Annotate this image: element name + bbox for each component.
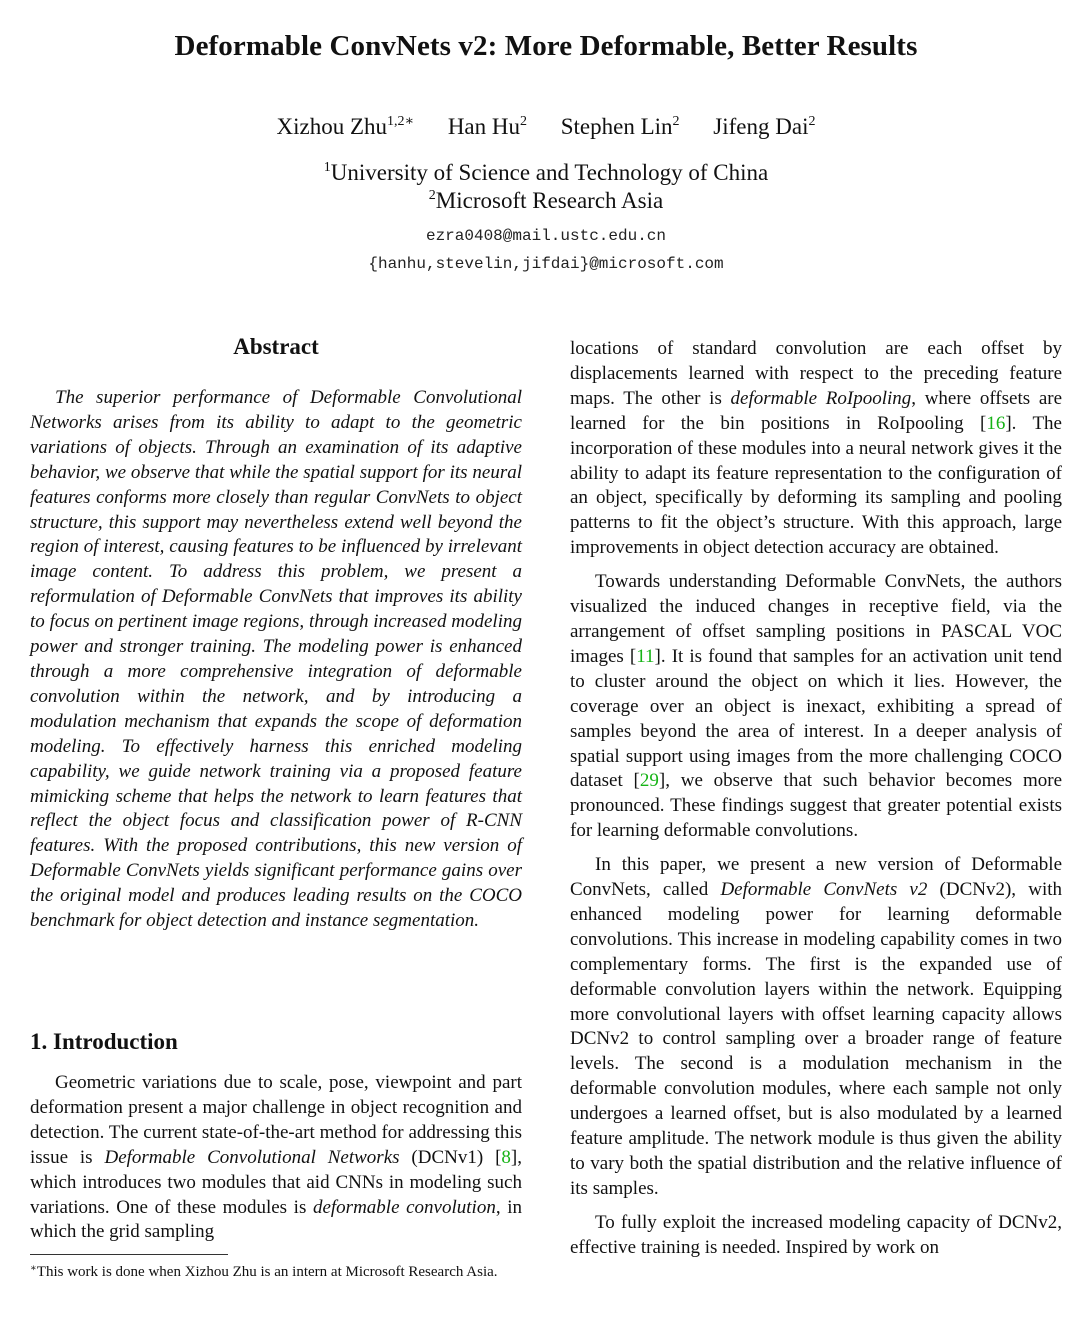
intro-paragraph: locations of standard convolution are each offset by displacements learned with respect to the preceding feature maps. The other is deformable RoIpooling, where offsets are learned for the bin positions in RoIpooling [16]. The incorporation of these modules into a neural network gives it the ability to adapt its feature representation to the configuration of an object, specifically by deforming its sampling and pooling patterns to fit the object’s structure. With this approach, large improvements in object detection accuracy are obtained. (570, 338, 1063, 559)
paper-title: Deformable ConvNets v2: More Deformable, Better Results (174, 30, 918, 62)
intro-paragraph: In this paper, we present a new version of Deformable ConvNets, called Deformable ConvNets v2 (DCNv2), with enhanced modeling power for learning deformable convolutions. This increase in modeling capability comes in two complementary forms. The first is the expanded use of deformable convolution layers within the network. Equipping more convolutional layers with offset learning capacity allows DCNv2 to control sampling over a broader range of feature levels. The second is a modulation mechanism in the deformable convolution modules, where each sample not only undergoes a learned offset, but is also modulated by a learned feature amplitude. The network module is thus given the ability to vary both the spatial distribution and the relative influence of its samples. (570, 854, 1063, 1199)
citation-link[interactable]: 29 (639, 770, 659, 792)
intro-column-left (30, 1071, 522, 1245)
abstract-body (30, 386, 522, 934)
intro-paragraph: Geometric variations due to scale, pose, viewpoint and part deformation present a major challenge in object recognition and detection. The current state-of-the-art method for addressing this issue is Deformable Convolutional Networks (DCNv1) [8], which introduces two modules that aid CNNs in modeling such variations. One of these modules is deformable convolution, in which the grid sampling (30, 1072, 522, 1243)
citation-link[interactable]: 16 (986, 412, 1006, 434)
author: Stephen Lin$^2$ (560, 114, 680, 139)
author: Xizhou Zhu$^{1,2∗}$ (276, 114, 415, 139)
intro-paragraph: To fully exploit the increased modeling capacity of DCNv2, effective training is needed. Inspired by work on (570, 1211, 1062, 1258)
author: Jifeng Dai$^2$ (713, 114, 816, 139)
author: Han Hu$^2$ (447, 114, 527, 139)
intro-column-right (570, 337, 1062, 1261)
intro-paragraph: Towards understanding Deformable ConvNets, the authors visualized the induced changes in receptive field, via the arrangement of offset sampling positions in PASCAL VOC images [11]. It is found that samples for an activation unit tend to cluster around the object on which it lies. However, the coverage over an object is inexact, exhibiting a spread of samples beyond the area of interest. In a deeper analysis of spatial support using images from the more challenging COCO dataset [29], we observe that such behavior becomes more pronounced. These findings suggest that greater potential exists for learning deformable convolutions. (570, 571, 1063, 842)
citation-link[interactable]: 8 (501, 1146, 511, 1168)
author-email: ezra0408@mail.ustc.edu.cn (425, 227, 667, 245)
author-list (0, 114, 1092, 140)
intro-continued-marker: , in which the grid sampling (30, 1196, 522, 1243)
citation-link[interactable]: 11 (636, 645, 655, 667)
footnote-rule (30, 1254, 228, 1255)
affiliation: $^1$University of Science and Technology of China (323, 160, 769, 185)
abstract-heading: Abstract (233, 334, 319, 359)
section-heading: 1. Introduction (30, 1029, 178, 1054)
footnote: ∗This work is done when Xizhou Zhu is an intern at Microsoft Research Asia. (30, 1263, 498, 1280)
author-email: {hanhu,stevelin,jifdai}@microsoft.com (368, 255, 724, 273)
affiliation: $^2$Microsoft Research Asia (428, 188, 664, 213)
abstract-text: The superior performance of Deformable Convolutional Networks arises from its ability to adapt to the geometric variations of objects. Through an examination of its adaptive behavior, we observe that while the spatial support for its neural features conforms more closely than regular ConvNets to object structure, this support may nevertheless extend well beyond the region of interest, causing features to be influenced by irrelevant image content. To address this problem, we present a reformulation of Deformable ConvNets that improves its ability to focus on pertinent image regions, through increased modeling power and stronger training. The modeling power is enhanced through a more comprehensive integration of deformable convolution within the network, and by introducing a modulation mechanism that expands the scope of deformation modeling. To effectively harness this enriched modeling capability, we guide network training via a proposed feature mimicking scheme that helps the network to learn features that reflect the object focus and classification power of R-CNN features. With the proposed contributions, this new version of Deformable ConvNets yields significant performance gains over the original model and produces leading results on the COCO benchmark for object detection and instance segmentation. (30, 387, 522, 932)
